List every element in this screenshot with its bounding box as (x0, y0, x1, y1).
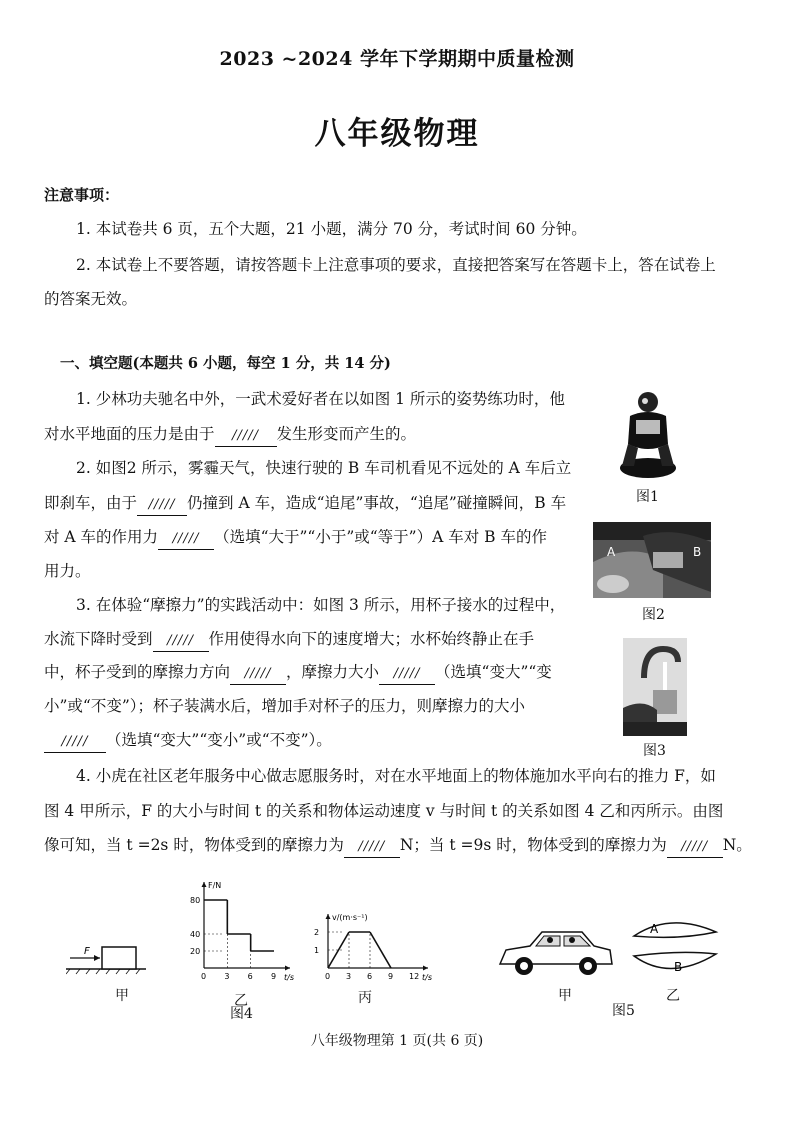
data-segment (328, 932, 349, 968)
figure-5-label-b: B (674, 960, 683, 974)
figure-5-caption: 图5 (612, 1003, 635, 1019)
q3-line2 (44, 629, 534, 652)
q4-line3 (44, 835, 752, 858)
answer-blank: ///// (44, 732, 106, 753)
force-label: F (84, 946, 90, 957)
q3-text: ，摩擦力大小 (286, 663, 380, 681)
q2-text: 仍撞到 A 车，造成“追尾”事故，“追尾”碰撞瞬间，B 车 (187, 494, 567, 512)
x-tick-label: 9 (271, 972, 277, 981)
q4-text: N。 (722, 836, 752, 854)
figure-1-photo (618, 382, 678, 482)
section1-heading: 一、填空题(本题共 6 小题，每空 1 分，共 14 分) (60, 355, 391, 372)
q1-line2 (44, 424, 416, 447)
figure-4c-chart (310, 892, 440, 988)
x-tick-label: 0 (201, 972, 207, 981)
page-footer: 八年级物理第 1 页(共 6 页) (310, 1033, 484, 1049)
q3-text: （选填“变大”“变 (435, 663, 552, 681)
figure-4b-caption: 乙 (234, 993, 248, 1009)
x-axis-label: t/s (422, 973, 432, 982)
x-tick-label: 12 (409, 972, 420, 981)
y-tick-label: 1 (314, 946, 320, 955)
notes-heading: 注意事项： (44, 186, 120, 204)
figure-3-photo (623, 638, 687, 736)
data-segment (370, 932, 391, 968)
x-tick-label: 0 (325, 972, 331, 981)
q2-text: 即刹车，由于 (44, 494, 138, 512)
q3-text: 作用使得水向下的速度增大；水杯始终静止在手 (208, 630, 535, 648)
figure-2-caption: 图2 (642, 607, 665, 623)
q3-line4: 小”或“不变”）；杯子装满水后，增加手对杯子的压力，则摩擦力的大小 (44, 697, 526, 715)
y-tick-label: 2 (314, 928, 320, 937)
y-axis-arrow (326, 914, 331, 919)
answer-blank: ///// (230, 664, 286, 685)
figure-2-label-b: B (693, 545, 702, 559)
q2-text: （选填“大于”“小于”或“等于”）A 车对 B 车的作 (214, 528, 547, 546)
q2-line1: 2. 如图2 所示，雾霾天气，快速行驶的 B 车司机看见不远处的 A 车后立 (76, 459, 572, 477)
x-tick-label: 3 (224, 972, 230, 981)
q1-text: 发生形变而产生的。 (276, 425, 417, 443)
x-tick-label: 3 (346, 972, 352, 981)
x-axis-arrow (423, 966, 428, 971)
q3-line5 (44, 730, 332, 753)
y-tick-label: 80 (190, 896, 201, 905)
figure-1-caption: 图1 (636, 489, 659, 505)
figure-4a-caption: 甲 (115, 988, 129, 1004)
figure-5b-shapes (630, 916, 720, 978)
q1-line1: 1. 少林功夫驰名中外，一武术爱好者在以如图 1 所示的姿势练功时，他 (76, 390, 565, 408)
answer-blank: ///// (137, 495, 187, 516)
note-item-2-cont: 的答案无效。 (44, 290, 138, 308)
answer-blank: ///// (153, 631, 209, 652)
q3-text: 中，杯子受到的摩擦力方向 (44, 663, 231, 681)
x-tick-label: 9 (388, 972, 394, 981)
answer-blank: ///// (667, 837, 723, 858)
figure-5b-caption: 乙 (666, 988, 680, 1004)
figure-4-caption: 图4 (230, 1006, 253, 1022)
y-axis-arrow (202, 882, 207, 887)
figure-5a-car (496, 924, 614, 980)
arrow-head (94, 955, 100, 961)
figure-4b-chart (182, 868, 304, 988)
figure-5-label-a: A (650, 922, 659, 936)
q2-line3 (44, 527, 547, 550)
q4-text: N；当 t =9s 时，物体受到的摩擦力为 (399, 836, 667, 854)
figure-3-caption: 图3 (643, 743, 666, 759)
figure-4a-diagram (66, 935, 146, 975)
note-item-2: 2. 本试卷上不要答题，请按答题卡上注意事项的要求，直接把答案写在答题卡上，答在试卷上 (76, 256, 716, 274)
q4-line1: 4. 小虎在社区老年服务中心做志愿服务时，对在水平地面上的物体施加水平向右的推力 F，如 (76, 767, 716, 785)
q3-line1: 3. 在体验“摩擦力”的实践活动中：如图 3 所示，用杯子接水的过程中， (76, 596, 566, 614)
q2-line2 (44, 493, 566, 516)
x-tick-label: 6 (367, 972, 373, 981)
figure-2-label-a: A (607, 545, 616, 559)
figure-5a-caption: 甲 (558, 988, 572, 1004)
figure-4c-caption: 丙 (358, 990, 372, 1006)
q1-text: 对水平地面的压力是由于 (44, 425, 215, 443)
y-axis-label: v/(m·s⁻¹) (332, 913, 368, 922)
page-title: 八年级物理 (314, 116, 480, 152)
y-axis-label: F/N (208, 881, 222, 890)
answer-blank: ///// (215, 426, 277, 447)
answer-blank: ///// (158, 529, 214, 550)
y-tick-label: 40 (190, 930, 201, 939)
answer-blank: ///// (379, 664, 435, 685)
exam-header: 2023 ~2024 学年下学期期中质量检测 (219, 48, 575, 70)
note-item-1: 1. 本试卷共 6 页，五个大题，21 小题，满分 70 分，考试时间 60 分钟。 (76, 220, 587, 238)
q3-text: 水流下降时受到 (44, 630, 153, 648)
q2-text: 对 A 车的作用力 (44, 528, 159, 546)
figure-2-photo (593, 522, 711, 598)
q2-line4: 用力。 (44, 562, 91, 580)
q3-text: （选填“变大”“变小”或“不变”）。 (106, 731, 332, 749)
x-axis-arrow (285, 966, 290, 971)
block (102, 947, 136, 969)
q4-text: 像可知，当 t =2s 时，物体受到的摩擦力为 (44, 836, 344, 854)
q3-line3 (44, 662, 552, 685)
q4-line2: 图 4 甲所示，F 的大小与时间 t 的关系和物体运动速度 v 与时间 t 的关系如图 4 乙和丙所示。由图 (44, 802, 724, 820)
y-tick-label: 20 (190, 947, 201, 956)
answer-blank: ///// (344, 837, 400, 858)
x-tick-label: 6 (247, 972, 253, 981)
x-axis-label: t/s (284, 973, 294, 982)
